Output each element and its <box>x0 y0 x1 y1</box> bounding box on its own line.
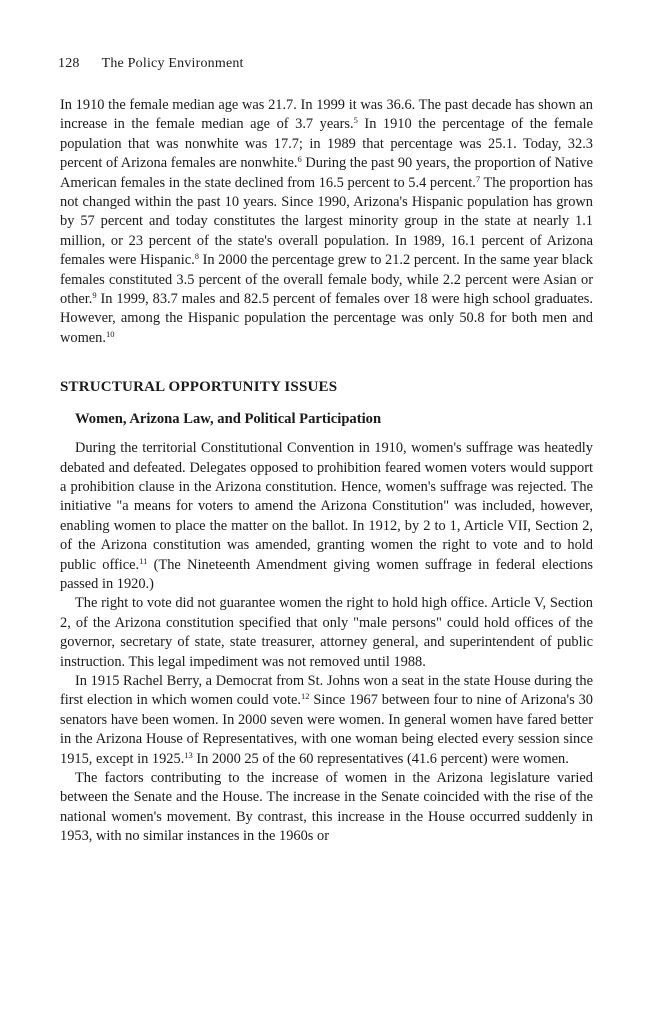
text-run: In 2000 25 of the 60 representatives (41.6 percent) were women. <box>192 750 569 767</box>
footnote-ref: 6 <box>297 154 302 165</box>
text-run: The proportion has not changed within the past 10 years. Since 1990, Arizona's Hispanic population has grown by 57 percent and today constitutes the largest minority group in the state at nearly 1.1 million, or 23 percent of the state's overall population. In 1989, 16.1 percent of Arizona females were Hispanic. <box>60 174 593 269</box>
footnote-ref: 12 <box>300 691 310 702</box>
running-title: The Policy Environment <box>101 56 244 71</box>
paragraph-high-office <box>60 594 593 672</box>
text-run: In 1915 Rachel Berry, a Democrat from St. Johns won a seat in the state House during the first election in which women could vote. <box>60 672 593 709</box>
text-run: In 1910 the percentage of the female population that was nonwhite was 17.7; in 1989 that percentage was 25.1. Today, 32.3 percent of Arizona females are nonwhite. <box>60 116 593 172</box>
footnote-ref: 10 <box>105 328 115 339</box>
text-run: In 2000 the percentage grew to 21.2 percent. In the same year black females constituted 3.5 percent of the overall female body, while 2.2 percent were Asian or other. <box>60 252 593 308</box>
text-run: (The Nineteenth Amendment giving women suffrage in federal elections passed in 1920.) <box>60 556 593 592</box>
page-number: 128 <box>58 56 80 71</box>
text-run: The right to vote did not guarantee women the right to hold high office. Article V, Section 2, of the Arizona constitution specified that only "male persons" could hold offices of the governor, secretary of state, state treasurer, attorney general, and superintendent of public instruction. This legal impediment was not removed until 1988. <box>60 595 593 670</box>
text-run: The factors contributing to the increase of women in the Arizona legislature varied between the Senate and the House. The increase in the Senate coincided with the rise of the national women's movement. By contrast, this increase in the House occurred suddenly in 1953, with no similar instances in the 1960s or <box>60 770 593 845</box>
paragraph-suffrage <box>60 439 593 594</box>
body-text <box>60 96 593 847</box>
paragraph-demographics <box>60 96 593 348</box>
subsection-heading: Women, Arizona Law, and Political Participation <box>75 410 382 427</box>
footnote-ref: 13 <box>184 749 193 760</box>
footnote-ref: 7 <box>475 173 481 184</box>
text-run: In 1999, 83.7 males and 82.5 percent of females over 18 were high school graduates. However, among the Hispanic population the percentage was only 50.8 for both men and women. <box>60 291 593 346</box>
footnote-ref: 5 <box>353 115 358 126</box>
text-run: In 1910 the female median age was 21.7. In 1999 it was 36.6. The past decade has shown an increase in the female median age of 3.7 years. <box>60 97 593 133</box>
text-run: During the territorial Constitutional Convention in 1910, women's suffrage was heatedly debated and defeated. Delegates opposed to prohibition feared women voters would support a prohibition clause in the Arizona constitution. Hence, women's suffrage was rejected. The initiative "a means for voters to amend the Arizona Constitution" was included, however, enabling women to place the matter on the ballot. In 1912, by 2 to 1, Article VII, Section 2, of the Arizona constitution was amended, granting women the right to vote and to hold public office. <box>60 440 593 573</box>
footnote-ref: 9 <box>92 290 97 301</box>
footnote-ref: 11 <box>139 555 148 566</box>
paragraph-factors <box>60 769 593 847</box>
text-run: During the past 90 years, the proportion of Native American females in the state declined from 16.5 percent to 5.4 percent. <box>60 155 593 191</box>
paragraph-legislature <box>60 672 593 769</box>
running-header <box>58 56 244 72</box>
text-run: Since 1967 between four to nine of Arizona's 30 senators have been women. In 2000 seven were women. In general women have fared better in the Arizona House of Representatives, with one woman being elected every session since 1915, except in 1925. <box>60 692 593 767</box>
section-heading: STRUCTURAL OPPORTUNITY ISSUES <box>60 379 338 396</box>
footnote-ref: 8 <box>194 251 199 262</box>
